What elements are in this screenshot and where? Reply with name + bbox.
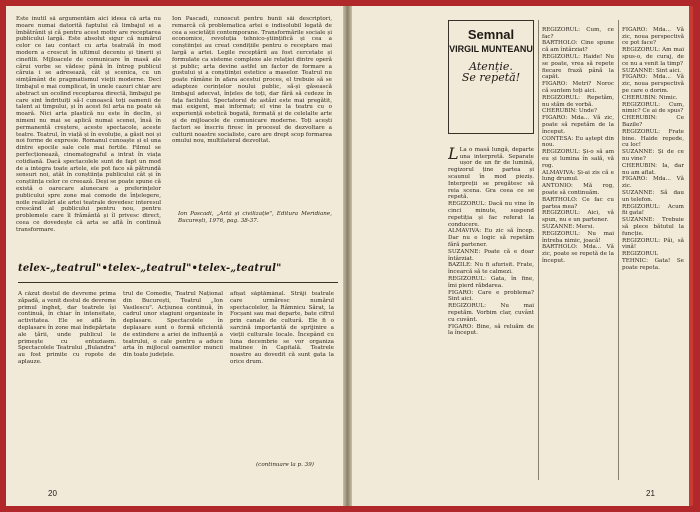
cover-edge <box>689 6 693 506</box>
telex-col-2-text: trul de Comedie, Teatrul Național din București, Teatrul „Ion Vasilescu". Acțiunea continuă, în cadrul unor stagiuni organizate în deplasare. Spectacolele în deplasare sunt o formă eficientă de extindere a ariei de influență a teatrului, o cale pentru a aduce arta în mijlocul oamenilor muncii din toate județele. <box>123 291 223 359</box>
right-col-2 <box>542 20 614 480</box>
left-page <box>6 6 343 506</box>
subtitle-line-1: Atenție. <box>469 60 513 73</box>
telex-col-1 <box>18 291 116 477</box>
column-rule-1 <box>538 20 539 480</box>
column-rule-2 <box>618 20 619 480</box>
left-col-1-text: Este inutil să argumentăm aici ideea că arta nu moare numai datorită faptului că limbajul ei a îmbătrânit și că pentru acest motiv are receptarea publicului largă. Este absolut sigur că numărul celor ce iau contact cu arta teatrală în mod modern a crescut în ultimul deceniu și tinerii și cinefilii. Mijloacele de comunicare în masă ale cărui vorbe se vădesc până în întreg publicul căruia i se adresează, cât și scenica, cu un simțământ de pragmatismul vieții moderne. Deci limbajul e mai complicat, în unele cazuri chiar are abstract un ocolind receptarea directă, limbajul pe care sint îndrituiți să-l cunoască toți oamenii de talent ai timpului, și în acest fel arta nu poate să moară. Nici arta plastică nu este în declin, și nimeni nu mai se aplică numai scenei, însă în permanentă creștere, aceste spectacole, aceste teatre. Teatrul, în viață și în evoluție, a găsit noi și noi forme de expresie. Romanul cunoaște și el una dintre epocile sale cele mai fertile. Filmul se perfecționează, cinematograful a intrat în viața cotidiană. Dacă spectacolele sunt de fapt un mod de a integra toate artele, ele pot face să pătrundă sensuri noi, atât în conștiința publicului cât și în conștiința celor ce creează. Deși se poate spune că există o oarecare alunecare a preferințelor publicului spre zone mai comode de înțelegere, noile realizări ale artei teatrale dovedesc interesul crescând al publicului pentru nou, pentru problemele care îl frământă și îl privesc direct, ceea ce dovedește că arta se află în continuă transformare. <box>16 16 161 233</box>
article-title-box <box>448 20 534 134</box>
right-col-2-text: REGIZORUL: Cum, ce fac? BARTHOLO: Cine spune că am întârziat? REGIZORUL: Haide! Nu se poate, vrea să repete fiecare frază până la capăt. FIGARO: Metri? Noroc că suntem toți aici. REGIZORUL: Repetăm, nu stăm de vorbă. CHERUBIN: Unde? FIGARO: Mda... Vă zic, poate să repetăm de la început. CONTESA: Eu aștept din nou. REGIZORUL: Și-o să am eu și lumina în sală, vă rog. ALMAVIVA: Și-ai zis că e lung drumul. ANTONIO: Mă rog, poate să continuăm. BARTHOLO: Ce fac cu partea mea? REGIZORUL: Aici, vă spun, nu e un partener. SUZANNE: Mersi. REGIZORUL: Nu mai întreba nimic, joacă! BARTHOLO: Mda... Vă zic, poate se repetă de la început. <box>542 26 614 264</box>
article-subtitle <box>449 61 533 83</box>
footnote-text: Ion Pascadi, „Artă și civilizație", Editura Meridiane, București, 1976, pag. 38-37. <box>178 211 332 224</box>
drop-cap: L <box>448 143 459 163</box>
right-col-3 <box>622 20 684 480</box>
telex-banner: telex-„teatrul"•telex-„teatrul"•telex-„teatrul" <box>18 263 282 274</box>
footnote <box>178 211 332 251</box>
author-name: VIRGIL MUNTEANU <box>449 44 533 54</box>
telex-col-3 <box>230 291 334 459</box>
telex-col-1-text: A căzut destul de devreme prima zăpadă, a venit destul de devreme primul ingheț, dar teatrele își continuă, în chiar în intensitate, activitatea. Ele se află în deplasare în zone mai îndepărtate ale țării, unde publicul le primește cu entuziasm. Spectacolele Teatrului „Bulandra" au fost primite cu ropote de aplauze. <box>18 291 116 365</box>
telex-col-2 <box>123 291 223 477</box>
left-page-number: 20 <box>48 489 57 498</box>
telex-col-3-text: afișat săptămânal. Străji teatrale care urmăresc numărul spectacolelor, la Râmnicu Sărat, la Focșani sau mai departe, bate cifrul prin canale de cultură. Ele fi o sarcină importantă de sprijinire a vieții culturale locale. Începând cu luna decembrie se vor organiza matinee în Capitală. Teatrele noastre au dovedit că sunt gata la orice drum. <box>230 291 334 365</box>
continued-note: (continuare la p. 39) <box>256 462 314 468</box>
left-col-2-text: Ion Pascadi, cunoscut pentru bunii săi descriptori, remarcă că problematica artei e indisolubil legată de cea a societății contemporane. Transformările sociale și economice, revoluția tehnico-științifică și cea a conștiinței au creat condițiile pentru o receptare mai largă a artei. Legile receptării au fost cercetate și formulate ca sisteme complexe ale relației dintre operă și public; arta devine astfel un factor de formare a gustului și a conștiinței estetice a maselor. Teatrul nu poate rămâne în afara acestui proces, el trebuie să se adapteze cerințelor noului public, să-și găsească limbajul adecvat, înțeles de toți, dar fără să cedeze în fața facilului. Spectatorul de astăzi este mai pregătit, mai exigent, mai informat; el vine la teatru cu o experiență estetică bogată, formată și de celelalte arte și de mijloacele de comunicare moderne. Toți acești factori se înscriu firesc în procesul de dezvoltare a culturii noastre socialiste, care are drept scop formarea omului nou, multilateral dezvoltat. <box>172 16 332 145</box>
right-page <box>352 6 693 506</box>
section-label: Semnal <box>467 27 515 42</box>
banner-divider <box>18 282 338 283</box>
left-col-1 <box>16 16 161 256</box>
right-col-3-text: FIGARO: Mda... Vă zic, noua perspectivă ce pot face? REGIZORUL: Am mai spus-o, de curaj, de ce nu a venit la timp? SUZANNE: Sint aici. FIGARO: Mda... Vă zic, noua perspectivă pe care o dorim. CHERUBIN: Nimic. REGIZORUL: Cum, nimic? Ce ai de spus? CHERUBIN: Ce Bazile? REGIZORUL: Frate bine. Haide repede, cu loc! SUZANNE: Și de ce nu vine? CHERUBIN: Ia, dar nu am aflat. FIGARO: Mda... Vă zic. SUZANNE: Să dau un telefon. REGIZORUL: Acum fii gata! SUZANNE: Trebuie să plece bătutul la funcție. REGIZORUL: Păi, să vină! REGIZORUL TEHNIC: Gata! Se poate repeta. <box>622 26 684 271</box>
right-col-1-text: La o masă lungă, departe una interpretă. Separate ușor de un fir de lumină, regizorul ține partea și scaunul în mod pieziș. Interpreții se pregătesc să reia scena. Gra ceea ce se repetă. REGIZORUL: Dacă nu vine în cinci minute, suspend repetiția și fac referat la conducere. ALMAVIVA: Eu zic să încep. Dar nu e logic să repetăm fără partener. SUZANNE: Poate că e doar întârziat. BAZILE: Nu fi afurisit. Frate, încearcă să te calmezi. REGIZORUL: Gata, în fine, îmi pierd răbdarea. FIGARO: Care e problema? Sint aici. REGIZORUL: Nu mai repetăm. Vorbim clar, cuvânt cu cuvânt. FIGARO: Bine, să reluăm de la început. <box>448 146 534 337</box>
right-page-number: 21 <box>646 489 655 498</box>
left-col-2 <box>172 16 332 206</box>
right-col-1 <box>448 140 534 480</box>
book-spine <box>343 6 352 506</box>
subtitle-line-2: Se repetă! <box>461 71 521 84</box>
